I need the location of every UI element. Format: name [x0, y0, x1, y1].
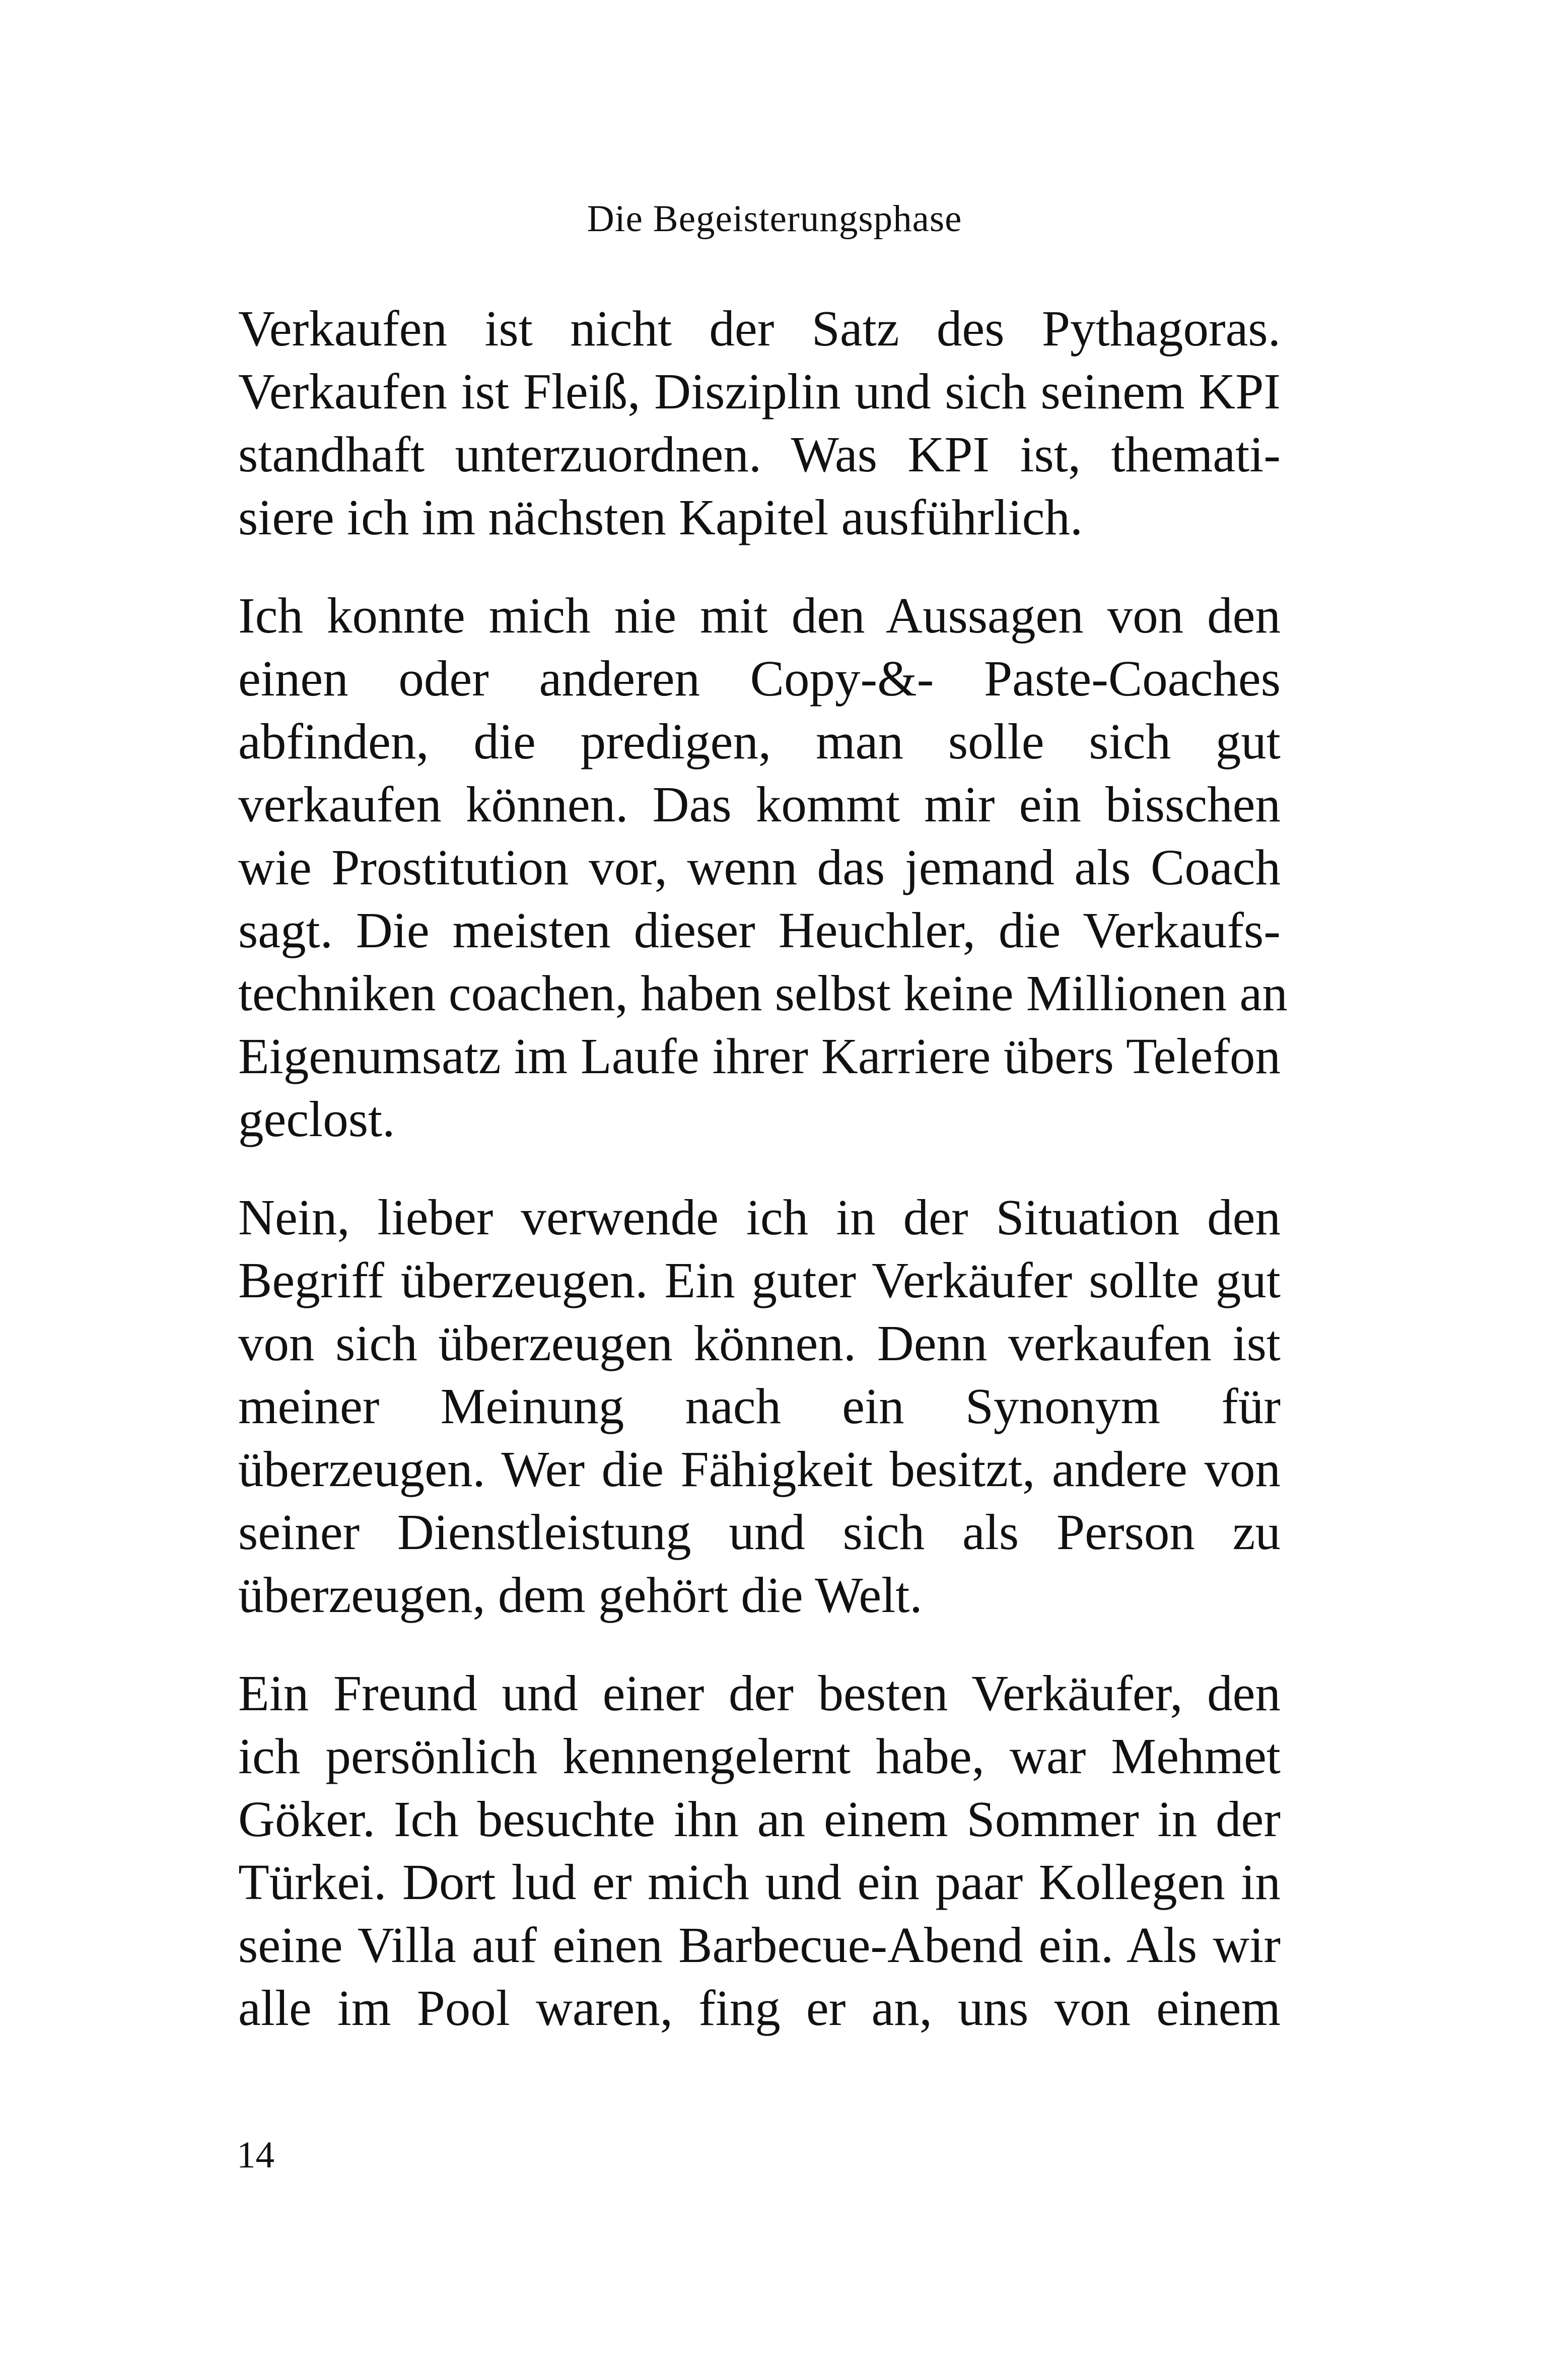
paragraph — [238, 297, 1281, 549]
text-line: Türkei. Dort lud er mich und ein paar Kollegen in — [238, 1854, 1281, 1910]
text-line: sagt. Die meisten dieser Heuchler, die Verkaufs- — [238, 902, 1281, 958]
text-line: meiner Meinung nach ein Synonym für — [238, 1378, 1281, 1434]
page-number: 14 — [237, 2134, 274, 2176]
text-line: seine Villa auf einen Barbecue-Abend ein. Als wir — [238, 1917, 1281, 1973]
text-line: Begriff überzeugen. Ein guter Verkäufer sollte gut — [238, 1252, 1281, 1308]
text-line: Eigenumsatz im Laufe ihrer Karriere übers Telefon — [238, 1028, 1281, 1084]
text-line: geclost. — [238, 1091, 395, 1147]
text-line: siere ich im nächsten Kapitel ausführlich. — [238, 489, 1083, 545]
text-line: standhaft unterzuordnen. Was KPI ist, themati- — [238, 426, 1281, 482]
text-line: von sich überzeugen können. Denn verkaufen ist — [238, 1315, 1281, 1371]
text-line: seiner Dienstleistung und sich als Person zu — [238, 1504, 1281, 1560]
text-line: ich persönlich kennengelernt habe, war Mehmet — [238, 1728, 1281, 1784]
paragraph — [238, 1662, 1281, 2040]
text-line: techniken coachen, haben selbst keine Millionen an — [238, 965, 1288, 1021]
text-line: Ich konnte mich nie mit den Aussagen von den — [238, 587, 1281, 644]
text-line: einen oder anderen Copy-&- Paste-Coaches — [238, 650, 1281, 707]
text-line: wie Prostitution vor, wenn das jemand als Coach — [238, 839, 1281, 895]
text-line: abfinden, die predigen, man solle sich gut — [238, 713, 1281, 769]
paragraph — [238, 584, 1288, 1151]
running-header: Die Begeisterungsphase — [587, 198, 962, 240]
text-line: Verkaufen ist Fleiß, Disziplin und sich seinem KPI — [238, 363, 1281, 419]
text-line: verkaufen können. Das kommt mir ein bisschen — [238, 776, 1281, 832]
text-line: Ein Freund und einer der besten Verkäufer, den — [238, 1665, 1281, 1721]
text-line: alle im Pool waren, fing er an, uns von einem — [238, 1980, 1281, 2036]
text-line: Göker. Ich besuchte ihn an einem Sommer in der — [238, 1791, 1281, 1847]
text-line: Nein, lieber verwende ich in der Situation den — [238, 1189, 1281, 1245]
text-line: überzeugen. Wer die Fähigkeit besitzt, andere von — [238, 1441, 1281, 1497]
text-line: Verkaufen ist nicht der Satz des Pythagoras. — [238, 300, 1281, 357]
paragraph — [238, 1186, 1281, 1627]
body-text — [238, 297, 1288, 2075]
text-line: überzeugen, dem gehört die Welt. — [238, 1567, 923, 1623]
